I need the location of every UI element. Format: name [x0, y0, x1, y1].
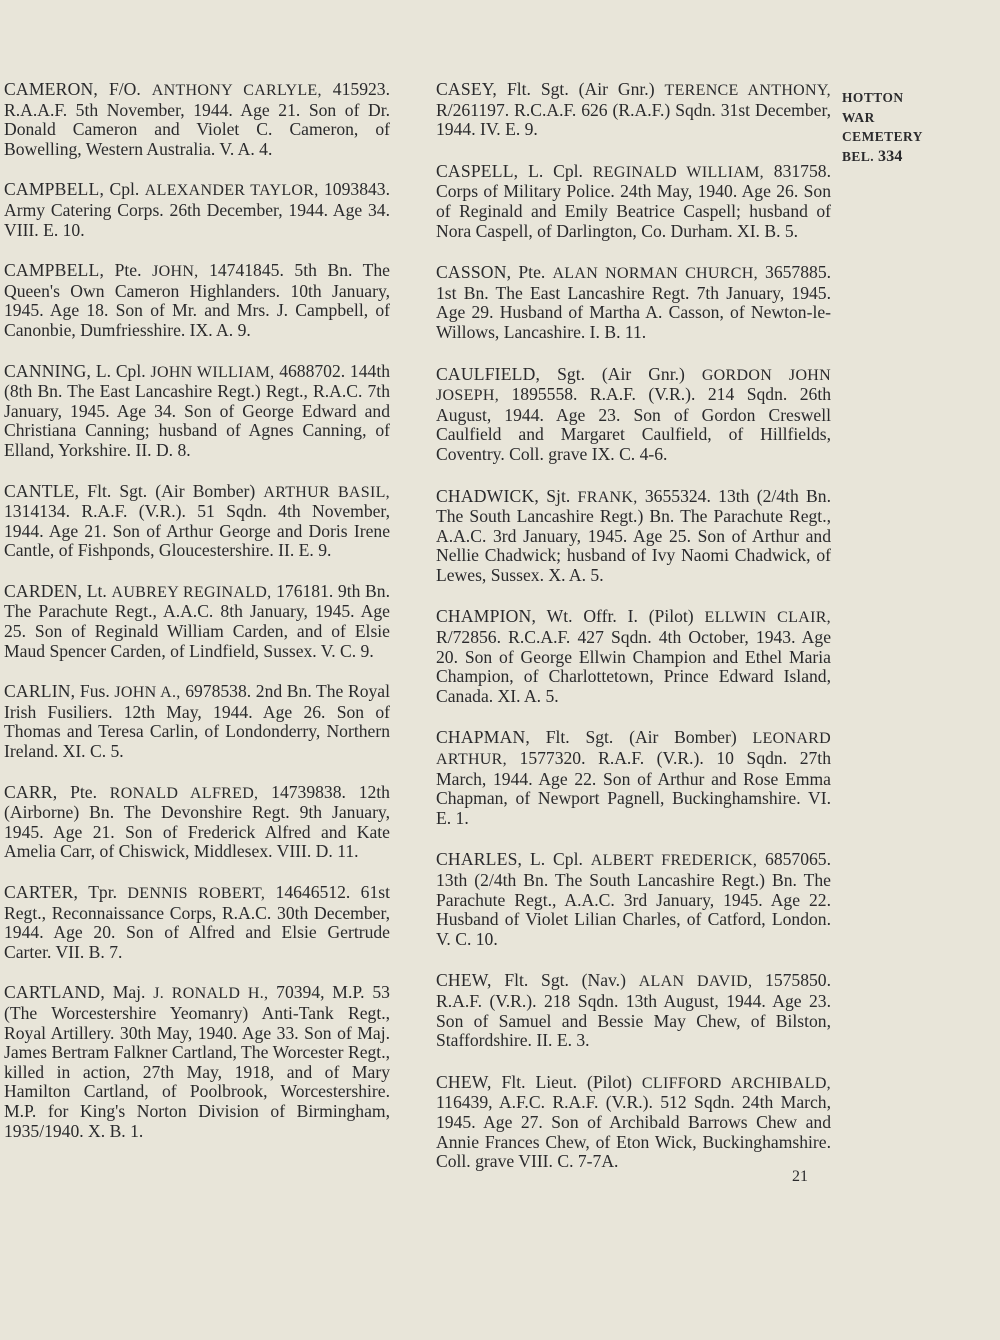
entry-surname: CARLIN, — [4, 681, 76, 702]
entry-given-names: ARTHUR BASIL, — [263, 483, 390, 501]
entry-rank: Tpr. — [88, 882, 118, 902]
entry-given-names: ANTHONY CARLYLE, — [151, 82, 322, 99]
entry-details: 3655324. 13th (2/4th Bn. The South Lancashire Regt.) Bn. The Parachute Regt., A.A.C. 3rd January, 1945. Age 25. Son of Arthur and Nellie Chadwick; husband of Ivy Naomi Chadwick, of Lewes, Sussex. X. A. 5. — [436, 485, 831, 585]
cemetery-name-line3: CEMETERY — [842, 129, 923, 145]
entry-chew-alan — [436, 971, 831, 1050]
entry-rank: Flt. Sgt. (Air Bomber) — [545, 727, 737, 748]
entry-rank: Sjt. — [546, 485, 571, 506]
cemetery-reference — [842, 147, 952, 167]
right-column — [436, 80, 831, 1194]
entry-given-names: CLIFFORD ARCHIBALD, — [641, 1074, 831, 1092]
entry-carden — [4, 582, 390, 661]
entry-surname: CASEY, — [436, 79, 498, 99]
entry-rank: Fus. — [79, 681, 110, 702]
entry-rank: L. Cpl. — [95, 360, 146, 381]
entry-details: 14739838. 12th (Airborne) Bn. The Devonshire Regt. 9th January, 1945. Age 21. Son of Frederick Alfred and Kate Amelia Carr, of Chiswick, Middlesex. VIII. D. 11. — [4, 781, 390, 862]
entry-given-names: JOHN WILLIAM, — [150, 363, 275, 381]
entry-given-names: JOHN A., — [114, 684, 181, 702]
entry-carter — [4, 883, 390, 962]
entry-surname: CARR, — [4, 781, 58, 802]
cemetery-number: 334 — [878, 147, 903, 165]
entry-rank: Lt. — [86, 580, 107, 601]
entry-surname: CHADWICK, — [436, 485, 539, 506]
entry-surname: CAMPBELL, — [4, 179, 105, 200]
entry-given-names: AUBREY REGINALD, — [111, 583, 272, 601]
cemetery-name-line1: HOTTON — [842, 90, 904, 105]
entry-campbell-alexander — [4, 180, 390, 240]
entry-surname: CAULFIELD, — [436, 363, 541, 384]
entry-given-names: ALAN NORMAN CHURCH, — [552, 265, 758, 283]
entry-given-names: J. RONALD H., — [153, 985, 269, 1003]
entry-rank: L. Cpl. — [530, 849, 583, 870]
entry-surname: CASPELL, — [436, 160, 519, 181]
entry-carlin — [4, 682, 390, 761]
entry-details: R/72856. R.C.A.F. 427 Sqdn. 4th October, 1943. Age 20. Son of George Ellwin Champion and Ethel Maria Champion, of Charlottetown, Prince Edward Island, Canada. XI. A. 5. — [436, 627, 831, 706]
entry-carr — [4, 783, 390, 862]
entry-surname: CAMPBELL, — [4, 260, 105, 281]
entry-surname: CANTLE, — [4, 480, 80, 501]
entry-caspell — [436, 162, 831, 241]
entry-charles — [436, 850, 831, 949]
entry-details: 415923. R.A.A.F. 5th November, 1944. Age 21. Son of Dr. Donald Cameron and Violet C. Cameron, of Bowelling, Western Australia. V. A. 4. — [4, 79, 390, 159]
entry-rank: Pte. — [114, 260, 142, 281]
entry-casson — [436, 263, 831, 342]
entry-details: 1577320. R.A.F. (V.R.). 10 Sqdn. 27th March, 1944. Age 22. Son of Arthur and Rose Emma Chapman, of Newport Pagnell, Buckinghamshire. VI. E. 1. — [436, 748, 831, 828]
entry-rank: Maj. — [112, 982, 146, 1003]
entry-details: 116439, A.F.C. R.A.F. (V.R.). 512 Sqdn. 24th March, 1945. Age 27. Son of Archibald Barrows Chew and Annie Frances Chew, of Eton Wick, Buckinghamshire. Coll. grave VIII. C. 7-7A. — [436, 1092, 831, 1172]
entry-details: 6857065. 13th (2/4th Bn. The South Lancashire Regt.) Bn. The Parachute Regt., A.A.C. 3rd January, 1945. Age 22. Husband of Violet Lilian Charles, of Catford, London. V. C. 10. — [436, 849, 831, 949]
entry-rank: Pte. — [518, 262, 546, 283]
entry-given-names: JOHN, — [152, 263, 199, 281]
entry-champion — [436, 607, 831, 706]
entry-details: 1895558. R.A.F. (V.R.). 214 Sqdn. 26th August, 1944. Age 23. Son of Gordon Creswell Caulfield and Margaret Caulfield, of Hillfields, Coventry. Coll. grave IX. C. 4-6. — [436, 384, 831, 464]
entry-given-names: DENNIS ROBERT, — [127, 885, 266, 902]
entry-given-names: RONALD ALFRED, — [109, 784, 259, 802]
entry-rank: Cpl. — [109, 179, 140, 200]
entry-details: 6978538. 2nd Bn. The Royal Irish Fusiliers. 12th May, 1944. Age 26. Son of Thomas and Teresa Carlin, of Londonderry, Northern Ireland. XI. C. 5. — [4, 681, 391, 762]
entry-details: 4688702. 144th (8th Bn. The East Lancashire Regt.) Regt., R.A.C. 7th January, 1945. Age 34. Son of George Edward and Christiana Canning; husband of Agnes Canning, of Elland, Yorkshire. II. D. 8. — [4, 360, 391, 460]
entry-rank: F/O. — [108, 79, 141, 99]
entry-rank: Sgt. (Air Gnr.) — [557, 363, 685, 384]
entry-casey — [436, 80, 831, 140]
entry-surname: CASSON, — [436, 262, 512, 283]
entry-chew-clifford — [436, 1073, 831, 1172]
entry-surname: CARTER, — [4, 882, 79, 902]
entry-rank: L. Cpl. — [528, 160, 583, 181]
entry-details: 831758. Corps of Military Police. 24th May, 1940. Age 26. Son of Reginald and Emily Beatrice Caspell; husband of Nora Caspell, of Darlington, Co. Durham. XI. B. 5. — [436, 160, 831, 241]
entry-given-names: TERENCE ANTHONY, — [664, 82, 831, 99]
entry-given-names: LEONARD ARTHUR, — [436, 730, 832, 769]
entry-details: 1314134. R.A.F. (V.R.). 51 Sqdn. 4th November, 1944. Age 21. Son of Arthur George and Doris Irene Cantle, of Fishponds, Gloucestershire. II. E. 9. — [4, 501, 390, 561]
entry-rank: Flt. Sgt. (Air Bomber) — [87, 480, 256, 501]
cemetery-name-line2: WAR — [842, 109, 875, 125]
entry-given-names: REGINALD WILLIAM, — [592, 163, 764, 181]
entry-surname: CHARLES, — [436, 849, 523, 870]
entry-given-names: ALBERT FREDERICK, — [590, 852, 758, 870]
entry-details: 14741845. 5th Bn. The Queen's Own Cameron Highlanders. 10th January, 1945. Age 18. Son of Mr. and Mrs. J. Campbell, of Canonbie, Dumfriesshire. IX. A. 9. — [4, 260, 390, 340]
entry-surname: CHAPMAN, — [436, 727, 530, 748]
entry-surname: CARDEN, — [4, 580, 83, 601]
entry-surname: CHAMPION, — [436, 606, 537, 627]
entry-surname: CAMERON, — [4, 79, 98, 99]
cemetery-country-code: BEL. — [842, 148, 875, 164]
entry-rank: Pte. — [70, 781, 97, 802]
entry-surname: CARTLAND, — [4, 982, 105, 1003]
entry-details: 176181. 9th Bn. The Parachute Regt., A.A.C. 8th January, 1945. Age 25. Son of Reginald William Carden, and of Elsie Maud Spencer Carden, of Lindfield, Sussex. V. C. 9. — [4, 580, 390, 661]
entry-rank: Flt. Lieut. (Pilot) — [501, 1071, 632, 1092]
entry-given-names: ELLWIN CLAIR, — [704, 609, 831, 627]
entry-canning — [4, 362, 390, 461]
left-column — [4, 80, 390, 1162]
entry-details: 14646512. 61st Regt., Reconnaissance Corps, R.A.C. 30th December, 1944. Age 20. Son of Alfred and Elsie Gertrude Carter. VII. B. 7. — [4, 882, 390, 962]
entry-cameron — [4, 80, 390, 159]
entry-surname: CHEW, — [436, 970, 492, 991]
entry-cantle — [4, 482, 390, 561]
entry-details: 70394, M.P. 53 (The Worcestershire Yeomanry) Anti-Tank Regt., Royal Artillery. 30th May, 1940. Age 33. Son of Maj. James Bertram Falkner Cartland, The Worcester Regt., killed in action, 27th May, 1918, and of Mary Hamilton Cartland, of Poolbrook, Worcestershire. M.P. for King's Norton Division of Birmingham, 1935/1940. X. B. 1. — [4, 982, 390, 1141]
entry-given-names: FRANK, — [577, 488, 638, 506]
entry-details: 1093843. Army Catering Corps. 26th December, 1944. Age 34. VIII. E. 10. — [4, 179, 390, 240]
entry-given-names: GORDON JOHN JOSEPH, — [436, 366, 832, 405]
entry-chadwick — [436, 487, 831, 586]
entry-given-names: ALAN DAVID, — [638, 973, 753, 991]
entry-given-names: ALEXANDER TAYLOR, — [144, 182, 319, 200]
entry-rank: Flt. Sgt. (Nav.) — [504, 970, 626, 991]
entry-cartland — [4, 983, 390, 1141]
entry-caulfield — [436, 365, 831, 465]
entry-campbell-john — [4, 261, 390, 340]
entry-chapman — [436, 728, 831, 828]
entry-details: 3657885. 1st Bn. The East Lancashire Regt. 7th January, 1945. Age 29. Husband of Martha A. Casson, of Newton-le-Willows, Lancashire. I. B. 11. — [436, 262, 832, 342]
entry-details: R/261197. R.C.A.F. 626 (R.A.F.) Sqdn. 31st December, 1944. IV. E. 9. — [436, 99, 831, 140]
entry-surname: CHEW, — [436, 1071, 492, 1092]
entry-rank: Wt. Offr. I. (Pilot) — [546, 606, 694, 627]
entry-surname: CANNING, — [4, 360, 92, 381]
cemetery-side-note — [842, 88, 952, 166]
entry-rank: Flt. Sgt. (Air Gnr.) — [506, 79, 655, 99]
page-number: 21 — [792, 1168, 808, 1185]
entry-details: 1575850. R.A.F. (V.R.). 218 Sqdn. 13th August, 1944. Age 23. Son of Samuel and Bessie May Chew, of Bilston, Staffordshire. II. E. 3. — [436, 970, 831, 1051]
